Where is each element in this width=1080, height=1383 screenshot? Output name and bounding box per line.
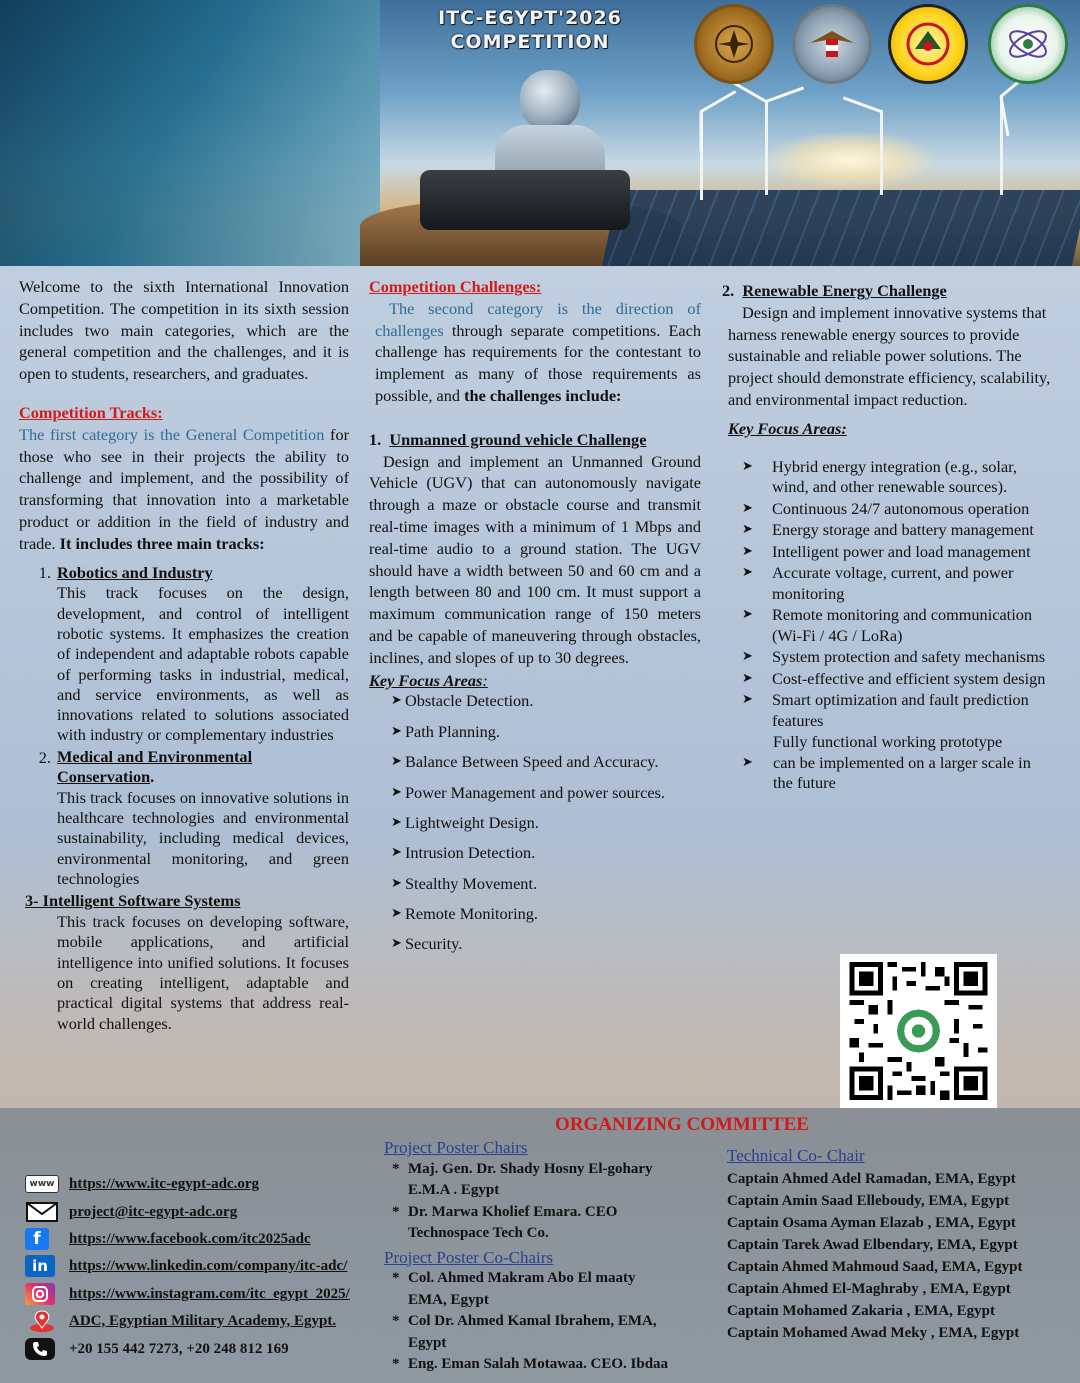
list-item <box>722 690 1052 731</box>
sun-glow <box>760 130 940 190</box>
wind-turbine-icon <box>765 100 768 195</box>
focus-heading-text: Key Focus Areas <box>369 670 483 690</box>
contact-location[interactable] <box>25 1308 336 1334</box>
track-body: This track focuses on the design, development, and control of intelligent robotic systems. It emphasizes the creation of independent and adaptable robots capable of performing tasks in industrial, medical, and service environments, as well as innovations related to solutions associated with industry or complementary industries <box>57 583 349 745</box>
focus-item-text: Obstacle Detection. <box>405 691 534 711</box>
location-link[interactable]: ADC, Egyptian Military Academy, Egypt. <box>69 1312 337 1329</box>
list-item <box>391 904 701 934</box>
wind-turbine-icon <box>880 110 883 195</box>
arrow-bullet-icon: ➤ <box>742 649 753 665</box>
email-link[interactable]: project@itc-egypt-adc.org <box>69 1203 238 1220</box>
competition-tracks-heading: Competition Tracks: <box>19 402 163 422</box>
ugv-focus-heading <box>369 670 701 692</box>
arrow-bullet-icon: ➤ <box>742 500 753 516</box>
focus-item-text: Intelligent power and load management <box>772 541 1031 561</box>
track-body: This track focuses on innovative solutions in healthcare technologies and environmental sustainability, including medical devices, environmental monitoring, and green technologies <box>57 787 349 888</box>
list-item <box>391 752 701 782</box>
list-item <box>722 457 1052 498</box>
focus-item-text: Continuous 24/7 autonomous operation <box>772 498 1030 518</box>
technical-co-chair-heading: Technical Co- Chair <box>727 1146 865 1165</box>
focus-item-text: Energy storage and battery management <box>772 520 1034 540</box>
renewable-challenge-title <box>722 280 1052 302</box>
list-item <box>391 722 701 752</box>
arrow-bullet-icon: ➤ <box>742 458 753 474</box>
co-chair-name: Col. Ahmed Makram Abo El maaty <box>408 1270 636 1286</box>
focus-item-text: Path Planning. <box>405 721 500 741</box>
list-item <box>722 563 1052 604</box>
arrow-bullet-icon: ➤ <box>742 607 753 623</box>
track-number: 2. <box>38 747 51 767</box>
track-title: Medical and Environmental Conservation <box>57 746 253 787</box>
adc-logo <box>888 4 968 84</box>
phone-icon <box>25 1338 55 1360</box>
list-item: Captain Mohamed Awad Meky , EMA, Egypt <box>727 1325 1020 1341</box>
welcome-paragraph: Welcome to the sixth International Innovation Competition. The competition in its sixth session includes two main categories, which are the general competition and the challenges, and it is open to students, researchers, and graduates. <box>19 277 349 384</box>
list-item: Captain Ahmed Mahmoud Saad, EMA, Egypt <box>727 1259 1023 1275</box>
contact-linkedin[interactable] <box>25 1253 347 1279</box>
track-number: 1. <box>38 562 51 582</box>
arrow-bullet-icon: ➤ <box>391 784 402 800</box>
list-item <box>391 813 701 843</box>
challenge-number: 2. <box>722 281 735 300</box>
arrow-bullet-icon: ➤ <box>742 522 753 538</box>
organizing-committee-title: ORGANIZING COMMITTEE <box>555 1114 809 1135</box>
focus-item-text: Lightweight Design. <box>405 812 539 832</box>
arrow-bullet-icon: ➤ <box>391 693 402 709</box>
arrow-bullet-icon: ➤ <box>742 692 753 708</box>
focus-item-text: Accurate voltage, current, and power monitoring <box>772 563 1014 603</box>
list-item: * Dr. Marwa Kholief Emara. CEO <box>392 1202 704 1224</box>
facebook-link[interactable]: https://www.facebook.com/itc2025adc <box>69 1230 311 1247</box>
arrow-bullet-icon: ➤ <box>391 723 402 739</box>
poster-co-chairs-heading: Project Poster Co-Chairs <box>384 1247 554 1267</box>
list-item <box>722 753 1052 794</box>
challenge-title: Renewable Energy Challenge <box>742 281 947 300</box>
competition-challenges-heading: Competition Challenges: <box>369 277 542 296</box>
list-item: * Col. Ahmed Makram Abo El maaty <box>392 1268 704 1290</box>
egyptian-military-academy-logo <box>792 4 872 84</box>
list-item: Captain Ahmed El-Maghraby , EMA, Egypt <box>727 1281 1011 1297</box>
focus-item-text: can be implemented on a larger scale in the future <box>773 752 1031 793</box>
track-item <box>19 890 349 1034</box>
co-chair-affiliation: Egypt <box>408 1334 447 1351</box>
co-chair-name: Eng. Eman Salah Motawaa. CEO. Ibdaa <box>408 1356 669 1372</box>
arrow-bullet-icon: ➤ <box>742 565 753 581</box>
focus-item-text: Hybrid energy integration (e.g., solar, wind, and other renewable sources). <box>772 456 1018 497</box>
location-pin-icon <box>25 1310 59 1332</box>
robot-head-illustration <box>520 70 580 130</box>
focus-item-text: Balance Between Speed and Accuracy. <box>405 752 659 772</box>
title-line-2: COMPETITION <box>450 31 610 53</box>
web-icon: www <box>25 1175 59 1193</box>
list-item: * Col Dr. Ahmed Kamal Ibrahem, EMA, <box>392 1311 704 1333</box>
list-item <box>391 783 701 813</box>
challenge-title: Unmanned ground vehicle Challenge <box>389 429 647 449</box>
website-link[interactable]: https://www.itc-egypt-adc.org <box>69 1175 259 1192</box>
robot-lab-illustration <box>0 0 380 266</box>
focus-item-text: Remote monitoring and communication (Wi-Fi / 4G / LoRa) <box>772 605 1032 645</box>
list-item <box>391 843 701 873</box>
list-item <box>391 934 701 964</box>
first-category-highlight: The first category is the General Competition <box>19 424 325 444</box>
list-item: * Maj. Gen. Dr. Shady Hosny El-gohary <box>392 1159 704 1181</box>
ugv-challenge-title <box>369 429 701 451</box>
turbine-blade <box>765 86 804 102</box>
chair-name: Maj. Gen. Dr. Shady Hosny El-gohary <box>408 1160 653 1177</box>
list-item <box>391 874 701 904</box>
technical-co-chair-section <box>727 1145 1067 1344</box>
turbine-blade <box>843 96 882 112</box>
renewable-focus-list <box>722 457 1052 732</box>
linkedin-icon: in <box>25 1255 55 1277</box>
organizing-committee-heading <box>0 1114 1080 1136</box>
contact-email[interactable] <box>25 1199 237 1225</box>
instagram-icon <box>25 1283 55 1305</box>
renewable-focus-heading <box>722 418 1052 440</box>
arrow-bullet-icon: ➤ <box>391 845 402 861</box>
focus-heading-text: Key Focus Areas: <box>728 418 847 438</box>
qr-code[interactable] <box>840 954 997 1108</box>
list-item <box>722 542 1052 563</box>
list-item: * Eng. Eman Salah Motawaa. CEO. Ibdaa <box>392 1354 704 1376</box>
challenge-number: 1. <box>369 429 382 449</box>
challenges-intro-paragraph <box>369 298 701 407</box>
first-category-bold: It includes three main tracks: <box>55 533 265 553</box>
competition-title <box>380 6 680 54</box>
focus-item-text: Stealthy Movement. <box>405 873 538 893</box>
focus-heading-colon: : <box>482 670 488 690</box>
chair-affiliation: E.M.A . Egypt <box>408 1182 500 1198</box>
arrow-bullet-icon: ➤ <box>391 754 402 770</box>
military-academy-seal-logo <box>694 4 774 84</box>
header-banner <box>0 0 1080 266</box>
itc-egypt-logo <box>988 4 1068 84</box>
focus-item-text: Cost-effective and efficient system design <box>772 668 1046 688</box>
arrow-bullet-icon: ➤ <box>742 543 753 559</box>
track-title-suffix: . <box>150 767 155 787</box>
column-competition-challenges <box>369 276 701 965</box>
second-category-highlight: The second category is the direction of challenges <box>375 298 701 340</box>
co-chair-name: Col Dr. Ahmed Kamal Ibrahem, EMA, <box>408 1313 657 1329</box>
focus-item-text: Power Management and power sources. <box>405 782 665 802</box>
linkedin-link[interactable]: https://www.linkedin.com/company/itc-adc/ <box>69 1257 348 1274</box>
prototype-line: Fully functional working prototype <box>773 732 1003 752</box>
list-item: Captain Tarek Awad Elbendary, EMA, Egypt <box>727 1237 1018 1253</box>
chair-affiliation: Technospace Tech Co. <box>408 1225 549 1241</box>
turbine-blade <box>700 112 703 152</box>
arrow-bullet-icon: ➤ <box>391 936 402 952</box>
list-item <box>722 499 1052 520</box>
challenges-intro-text: through separate competitions. Each challenge has requirements for the contestant to implement as many of those requirements as possible, and <box>375 320 701 405</box>
ugv-vehicle-illustration <box>420 170 630 230</box>
ugv-focus-list <box>369 691 701 965</box>
track-item <box>19 562 349 746</box>
list-item <box>722 669 1052 690</box>
list-item <box>722 647 1052 668</box>
envelope-icon <box>25 1201 59 1223</box>
track-body: This track focuses on developing software, mobile applications, and artificial intelligence into unified solutions. It focuses on creating intelligent, adaptable and practical digital systems that address real-world challenges. <box>57 912 349 1033</box>
column-general-competition <box>19 276 349 1034</box>
arrow-bullet-icon: ➤ <box>391 814 402 830</box>
list-item: Captain Amin Saad Elleboudy, EMA, Egypt <box>727 1193 1010 1209</box>
list-item <box>722 605 1052 646</box>
focus-item-text: Intrusion Detection. <box>405 843 536 863</box>
contact-website[interactable] <box>25 1171 259 1197</box>
instagram-link[interactable]: https://www.instagram.com/itc_egypt_2025/ <box>69 1285 350 1302</box>
co-chair-affiliation: EMA, Egypt <box>408 1291 489 1308</box>
contact-facebook[interactable] <box>25 1226 311 1252</box>
first-category-paragraph <box>19 424 349 555</box>
poster-chairs-section <box>384 1137 704 1376</box>
list-item: Captain Mohamed Zakaria , EMA, Egypt <box>727 1303 995 1319</box>
focus-item-text: Remote Monitoring. <box>405 904 538 924</box>
focus-item-text: Smart optimization and fault prediction features <box>772 690 1029 730</box>
list-item <box>722 520 1052 541</box>
track-title: 3- Intelligent Software Systems <box>25 891 241 911</box>
first-category-text: for those who see in their projects the ability to challenge and implement, and the possibility of transforming that innovation into a marketable product or addition in the field of industry and trade. <box>19 424 350 553</box>
solar-panels-illustration <box>602 190 1080 266</box>
track-item <box>19 747 349 889</box>
contact-phone[interactable] <box>25 1336 289 1362</box>
turbine-blade <box>700 90 736 113</box>
arrow-bullet-icon: ➤ <box>742 670 753 686</box>
chair-name: Dr. Marwa Kholief Emara. CEO <box>408 1203 618 1220</box>
arrow-bullet-icon: ➤ <box>391 906 402 922</box>
focus-item-text: System protection and safety mechanisms <box>772 647 1046 667</box>
track-title: Robotics and Industry <box>57 562 213 582</box>
arrow-bullet-icon: ➤ <box>742 754 753 770</box>
poster-chairs-heading: Project Poster Chairs <box>384 1138 528 1157</box>
renewable-challenge-body: Design and implement innovative systems that harness renewable energy sources to provide sustainable and reliable power solutions. The project should demonstrate efficiency, scalability, and environmental impact reduction. <box>728 302 1051 409</box>
ugv-challenge-body: Design and implement an Unmanned Ground Vehicle (UGV) that can autonomously navigate through a maze or obstacle course and transmit real-time images with a minimum of 1 Mbps and real-time audio to a ground station. The UGV should have a width between 50 and 60 cm and a length between 80 and 100 cm. It must support a maximum communication range of 150 meters and be capable of maneuvering through obstacles, inclines, and slopes of up to 30 degrees. <box>369 451 701 667</box>
column-renewable-energy <box>722 276 1052 794</box>
challenges-intro-bold: the challenges include: <box>460 385 622 405</box>
contact-instagram[interactable] <box>25 1281 350 1307</box>
list-item: Captain Ahmed Adel Ramadan, EMA, Egypt <box>727 1171 1016 1187</box>
list-item <box>391 691 701 721</box>
qr-code-icon <box>848 962 989 1100</box>
focus-item-text: Security. <box>405 934 463 954</box>
facebook-icon: f <box>25 1228 49 1250</box>
title-line-1: ITC-EGYPT'2026 <box>438 7 622 29</box>
phone-numbers: +20 155 442 7273, +20 248 812 169 <box>69 1340 289 1357</box>
list-item: Captain Osama Ayman Elazab , EMA, Egypt <box>727 1215 1016 1231</box>
arrow-bullet-icon: ➤ <box>391 875 402 891</box>
